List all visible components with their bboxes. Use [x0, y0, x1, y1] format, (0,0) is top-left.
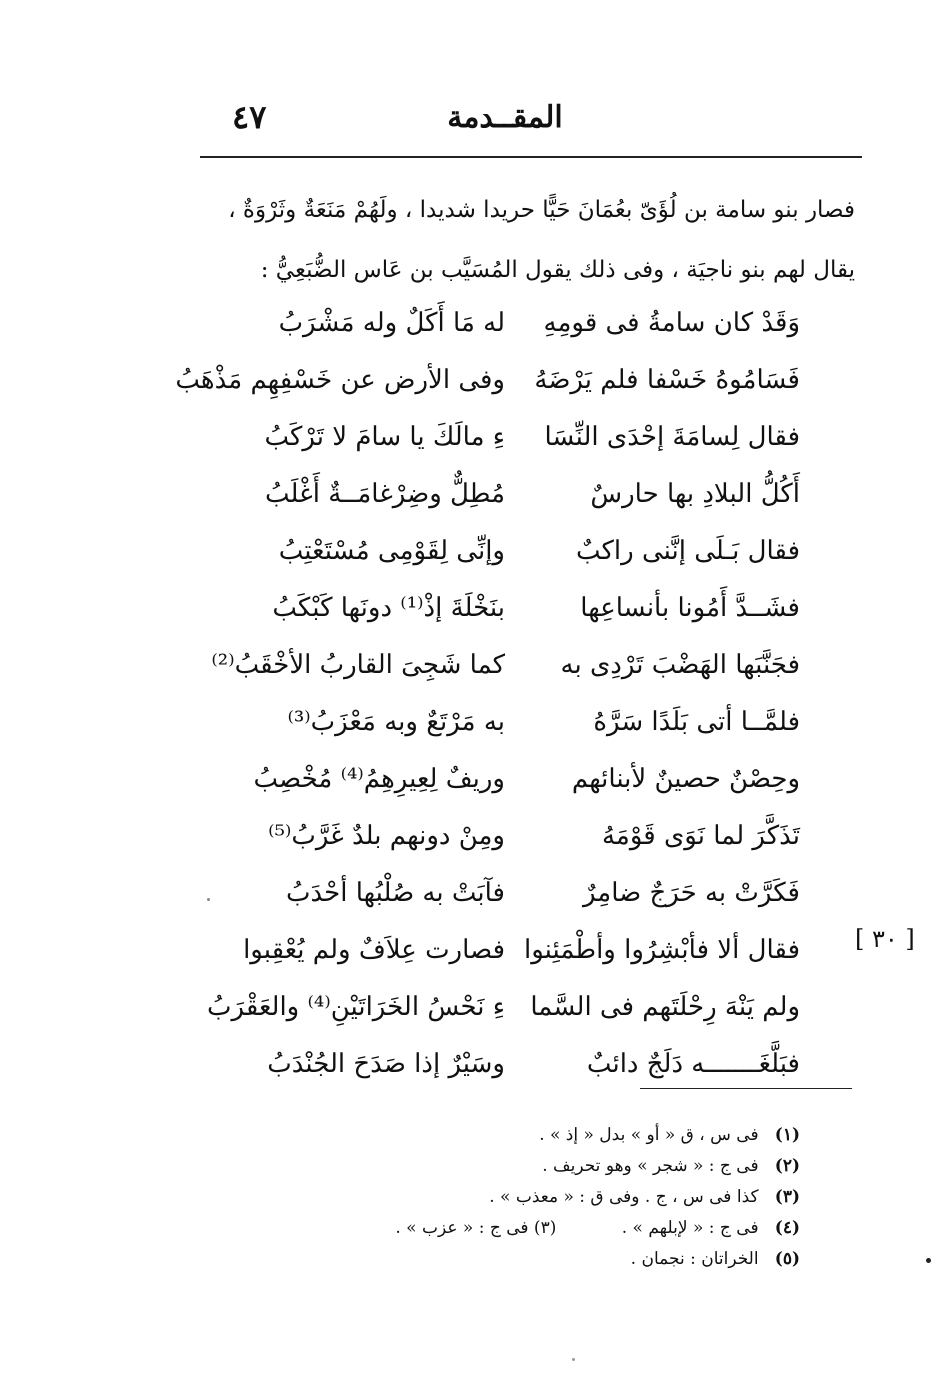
footnote-number: (٣) — [774, 1187, 800, 1207]
verse-first-hemistich: فجَنَّبَها الهَضْبَ تَرْدِى به — [560, 650, 800, 680]
verse-first-hemistich: أَكُلُّ البلادِ بها حارسٌ — [590, 479, 800, 509]
verse — [211, 642, 800, 699]
verse-first-hemistich: فقال بَـلَى إنَّنى راكبٌ — [576, 536, 800, 566]
verse-second-hemistich: وسَيْرٌ إذا صَدَحَ الجُنْدَبُ — [267, 1049, 505, 1079]
prose-line-2: يقال لهم بنو ناجيَة ، وفى ذلك يقول المُسَيَّب بن عَاس الضُّبَعِيُّ : — [260, 257, 855, 283]
verse — [175, 357, 800, 414]
verse — [240, 1041, 800, 1098]
verse — [240, 528, 800, 585]
verse-second-hemistich: كما شَجِىَ القاربُ الأخْقَبُ⁽²⁾ — [211, 650, 505, 680]
verse — [240, 699, 800, 756]
ink-speck — [926, 1258, 931, 1263]
verse — [240, 756, 800, 813]
verse — [240, 813, 800, 870]
verse-second-hemistich: فآبَتْ به صُلْبُها أحْدَبُ — [286, 878, 505, 908]
verse-second-hemistich: وإنِّى لِقَوْمِى مُسْتَعْتِبُ — [278, 536, 505, 566]
verse-first-hemistich: فبَلَّغَـــــــه دَلَجٌ دائبٌ — [586, 1049, 800, 1079]
verse — [240, 300, 800, 357]
footnote-extra: (٣) فى ج : « عزب » . — [395, 1218, 557, 1238]
verse-second-hemistich: به مَرْتَعٌ وبه مَعْزَبُ⁽³⁾ — [287, 707, 505, 737]
verse-first-hemistich: وَقَدْ كان سامةُ فى قومِهِ — [543, 308, 800, 338]
page-number: ٤٧ — [232, 98, 267, 136]
verse-second-hemistich: وريفٌ لِعِيرِهِمُ⁽⁴⁾ مُخْصِبُ — [253, 764, 505, 794]
verse-second-hemistich: ومِنْ دونهم بلدٌ غَرَّبُ⁽⁵⁾ — [268, 821, 505, 851]
footnote-number: (٤) — [774, 1218, 800, 1238]
footnote — [300, 1120, 800, 1151]
verse-first-hemistich: فشَــدَّ أَمُونا بأنساعِها — [580, 593, 800, 623]
verse-second-hemistich: فصارت عِلاَفٌ ولم يُعْقِبوا — [243, 935, 505, 965]
verse-second-hemistich: وفى الأرض عن خَسْفِهِم مَذْهَبُ — [175, 365, 505, 395]
verse-first-hemistich: فَكَرَّتْ به حَرَجٌ ضامِرٌ — [582, 878, 800, 908]
ink-speck — [572, 1358, 575, 1361]
footnote-rule — [640, 1088, 852, 1089]
verse-second-hemistich: ءِ نَحْسُ الخَرَاتَيْنِ⁽⁴⁾ والعَقْرَبُ — [207, 992, 505, 1022]
prose-line-1: فصار بنو سامة بن لُؤَىّ بعُمَانَ حَيًّا حريدا شديدا ، ولَهُمْ مَنَعَةٌ وثَرْوَةٌ ، — [228, 197, 855, 223]
footnote-number: (١) — [774, 1125, 800, 1145]
footnote-number: (٥) — [774, 1249, 800, 1269]
verse-first-hemistich: فقال لِسامَةَ إحْدَى النِّسَا — [544, 422, 800, 452]
verse-second-hemistich: بنَخْلَةَ إذْ⁽¹⁾ دونَها كَبْكَبُ — [272, 593, 505, 623]
poem — [175, 300, 800, 1098]
verse-first-hemistich: فلمَّــا أتى بَلَدًا سَرَّهُ — [593, 707, 800, 737]
running-header-title: المقــدمة — [447, 100, 563, 135]
verse-first-hemistich: فَسَامُوهُ خَسْفا فلم يَرْضَهُ — [534, 365, 800, 395]
verse-second-hemistich: مُطِلٌّ وضِرْغامَــةٌ أَغْلَبُ — [264, 479, 505, 509]
footnote-text: الخراتان : نجمان . — [630, 1249, 759, 1269]
verse-first-hemistich: ولم يَنْهَ رِحْلَتَهم فى السَّما — [530, 992, 800, 1022]
footnote-text: فى س ، ق « أو » بدل « إذ » . — [539, 1125, 759, 1145]
verse-second-hemistich: له مَا أَكَلٌ وله مَشْرَبُ — [278, 308, 505, 338]
verse-second-hemistich: ءِ مالَكَ يا سامَ لا تَرْكَبُ — [264, 422, 505, 452]
verse — [240, 414, 800, 471]
verse-first-hemistich: تَذَكَّرَ لما نَوَى قَوْمَهُ — [601, 821, 800, 851]
verse — [240, 471, 800, 528]
footnote-text: كذا فى س ، ج . وفى ق : « معذب » . — [489, 1187, 759, 1207]
verse — [207, 984, 800, 1041]
footnote-number: (٢) — [774, 1156, 800, 1176]
verse — [240, 927, 800, 984]
footnote — [300, 1151, 800, 1182]
verse-first-hemistich: فقال ألا فأبْشِرُوا وأطْمَئِنوا — [524, 935, 800, 965]
margin-reference-number: [ ٣٠ ] — [855, 925, 915, 953]
ink-speck — [207, 898, 210, 901]
footnote — [300, 1244, 800, 1275]
footnote — [300, 1213, 800, 1244]
footnote-text: فى ج : « شجر » وهو تحريف . — [542, 1156, 759, 1176]
verse — [240, 870, 800, 927]
verse — [240, 585, 800, 642]
footnote — [300, 1182, 800, 1213]
header-rule — [200, 156, 862, 158]
verse-first-hemistich: وحِصْنٌ حصينٌ لأبنائهم — [571, 764, 800, 794]
footnote-text: فى ج : « لإبلهم » . — [621, 1218, 759, 1238]
footnotes — [300, 1120, 800, 1275]
